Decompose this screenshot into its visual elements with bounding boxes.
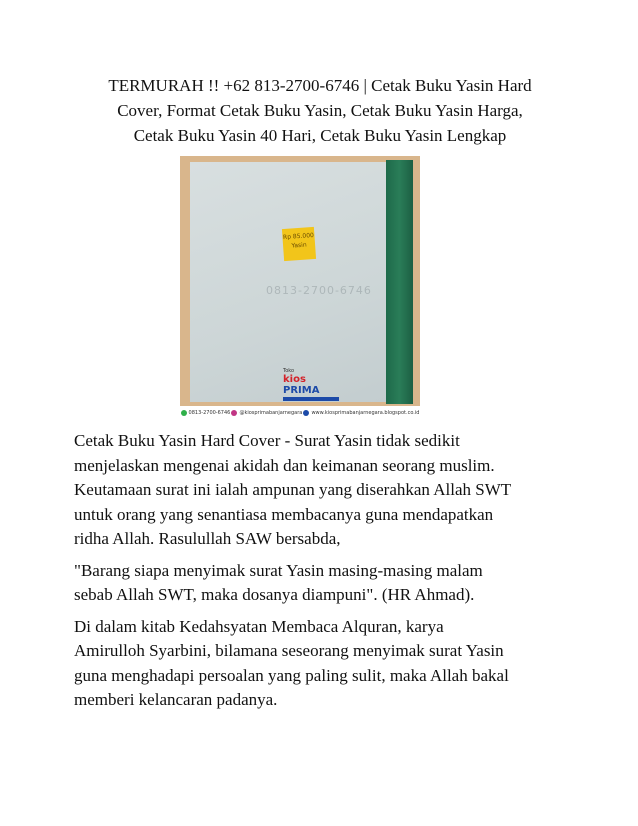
article-body [74, 429, 574, 720]
contact-instagram [231, 410, 302, 416]
product-photo [180, 156, 420, 419]
title-line: Cover, Format Cetak Buku Yasin, Cetak Buku Yasin Harga, [117, 101, 523, 120]
paragraph [74, 615, 574, 713]
paragraph-line: "Barang siapa menyimak surat Yasin masing-masing malam [74, 560, 483, 580]
book-cover [190, 162, 386, 402]
instagram-icon [231, 410, 237, 416]
paragraph-line: Di dalam kitab Kedahsyatan Membaca Alquran, karya [74, 616, 444, 636]
contact-text: www.kiosprimabanjarnegara.blogspot.co.id [311, 409, 420, 416]
logo-main-text [283, 374, 339, 396]
paragraph-line: Cetak Buku Yasin Hard Cover - Surat Yasin tidak sedikit [74, 431, 460, 450]
paragraph-line: sebab Allah SWT, maka dosanya diampuni". (HR Ahmad). [74, 585, 475, 604]
paragraph-line: untuk orang yang senantiasa membacanya guna mendapatkan [74, 504, 494, 524]
phone-watermark: 0813-2700-6746 [266, 284, 372, 297]
brand-logo [283, 368, 339, 394]
contact-text: @kiosprimabanjarnegara [239, 409, 303, 416]
sticker-line: Yasin [291, 241, 307, 250]
paragraph-line: memberi kelancaran padanya. [74, 690, 278, 709]
paragraph-line: guna menghadapi persoalan yang paling sulit, maka Allah bakal [74, 665, 509, 685]
contact-website [303, 410, 419, 416]
contact-text: 0813-2700-6746 [188, 409, 231, 416]
contact-bar [180, 406, 420, 419]
price-sticker [282, 227, 316, 261]
logo-small-text: Toko [283, 368, 295, 374]
logo-word-a: kios [283, 374, 306, 385]
title-line: TERMURAH !! +62 813-2700-6746 | Cetak Buku Yasin Hard [108, 76, 532, 95]
book-spine [386, 160, 413, 404]
logo-word-b: PRIMA [283, 385, 320, 396]
paragraph-quote [74, 559, 574, 608]
sticker-line: Rp 85.000 [282, 231, 315, 242]
logo-strip [283, 397, 339, 401]
paragraph-line: ridha Allah. Rasulullah SAW bersabda, [74, 529, 341, 548]
whatsapp-icon [181, 410, 187, 416]
paragraph-line: Amirulloh Syarbini, bilamana seseorang menyimak surat Yasin [74, 641, 504, 660]
page-title [70, 73, 570, 148]
contact-phone [181, 410, 231, 416]
paragraph-line: menjelaskan mengenai akidah dan keimanan seorang muslim. [74, 455, 495, 475]
title-line: Cetak Buku Yasin 40 Hari, Cetak Buku Yasin Lengkap [133, 126, 507, 145]
paragraph-line: Keutamaan surat ini ialah ampunan yang diserahkan Allah SWT [74, 480, 512, 499]
globe-icon [303, 410, 309, 416]
paragraph [74, 429, 574, 552]
